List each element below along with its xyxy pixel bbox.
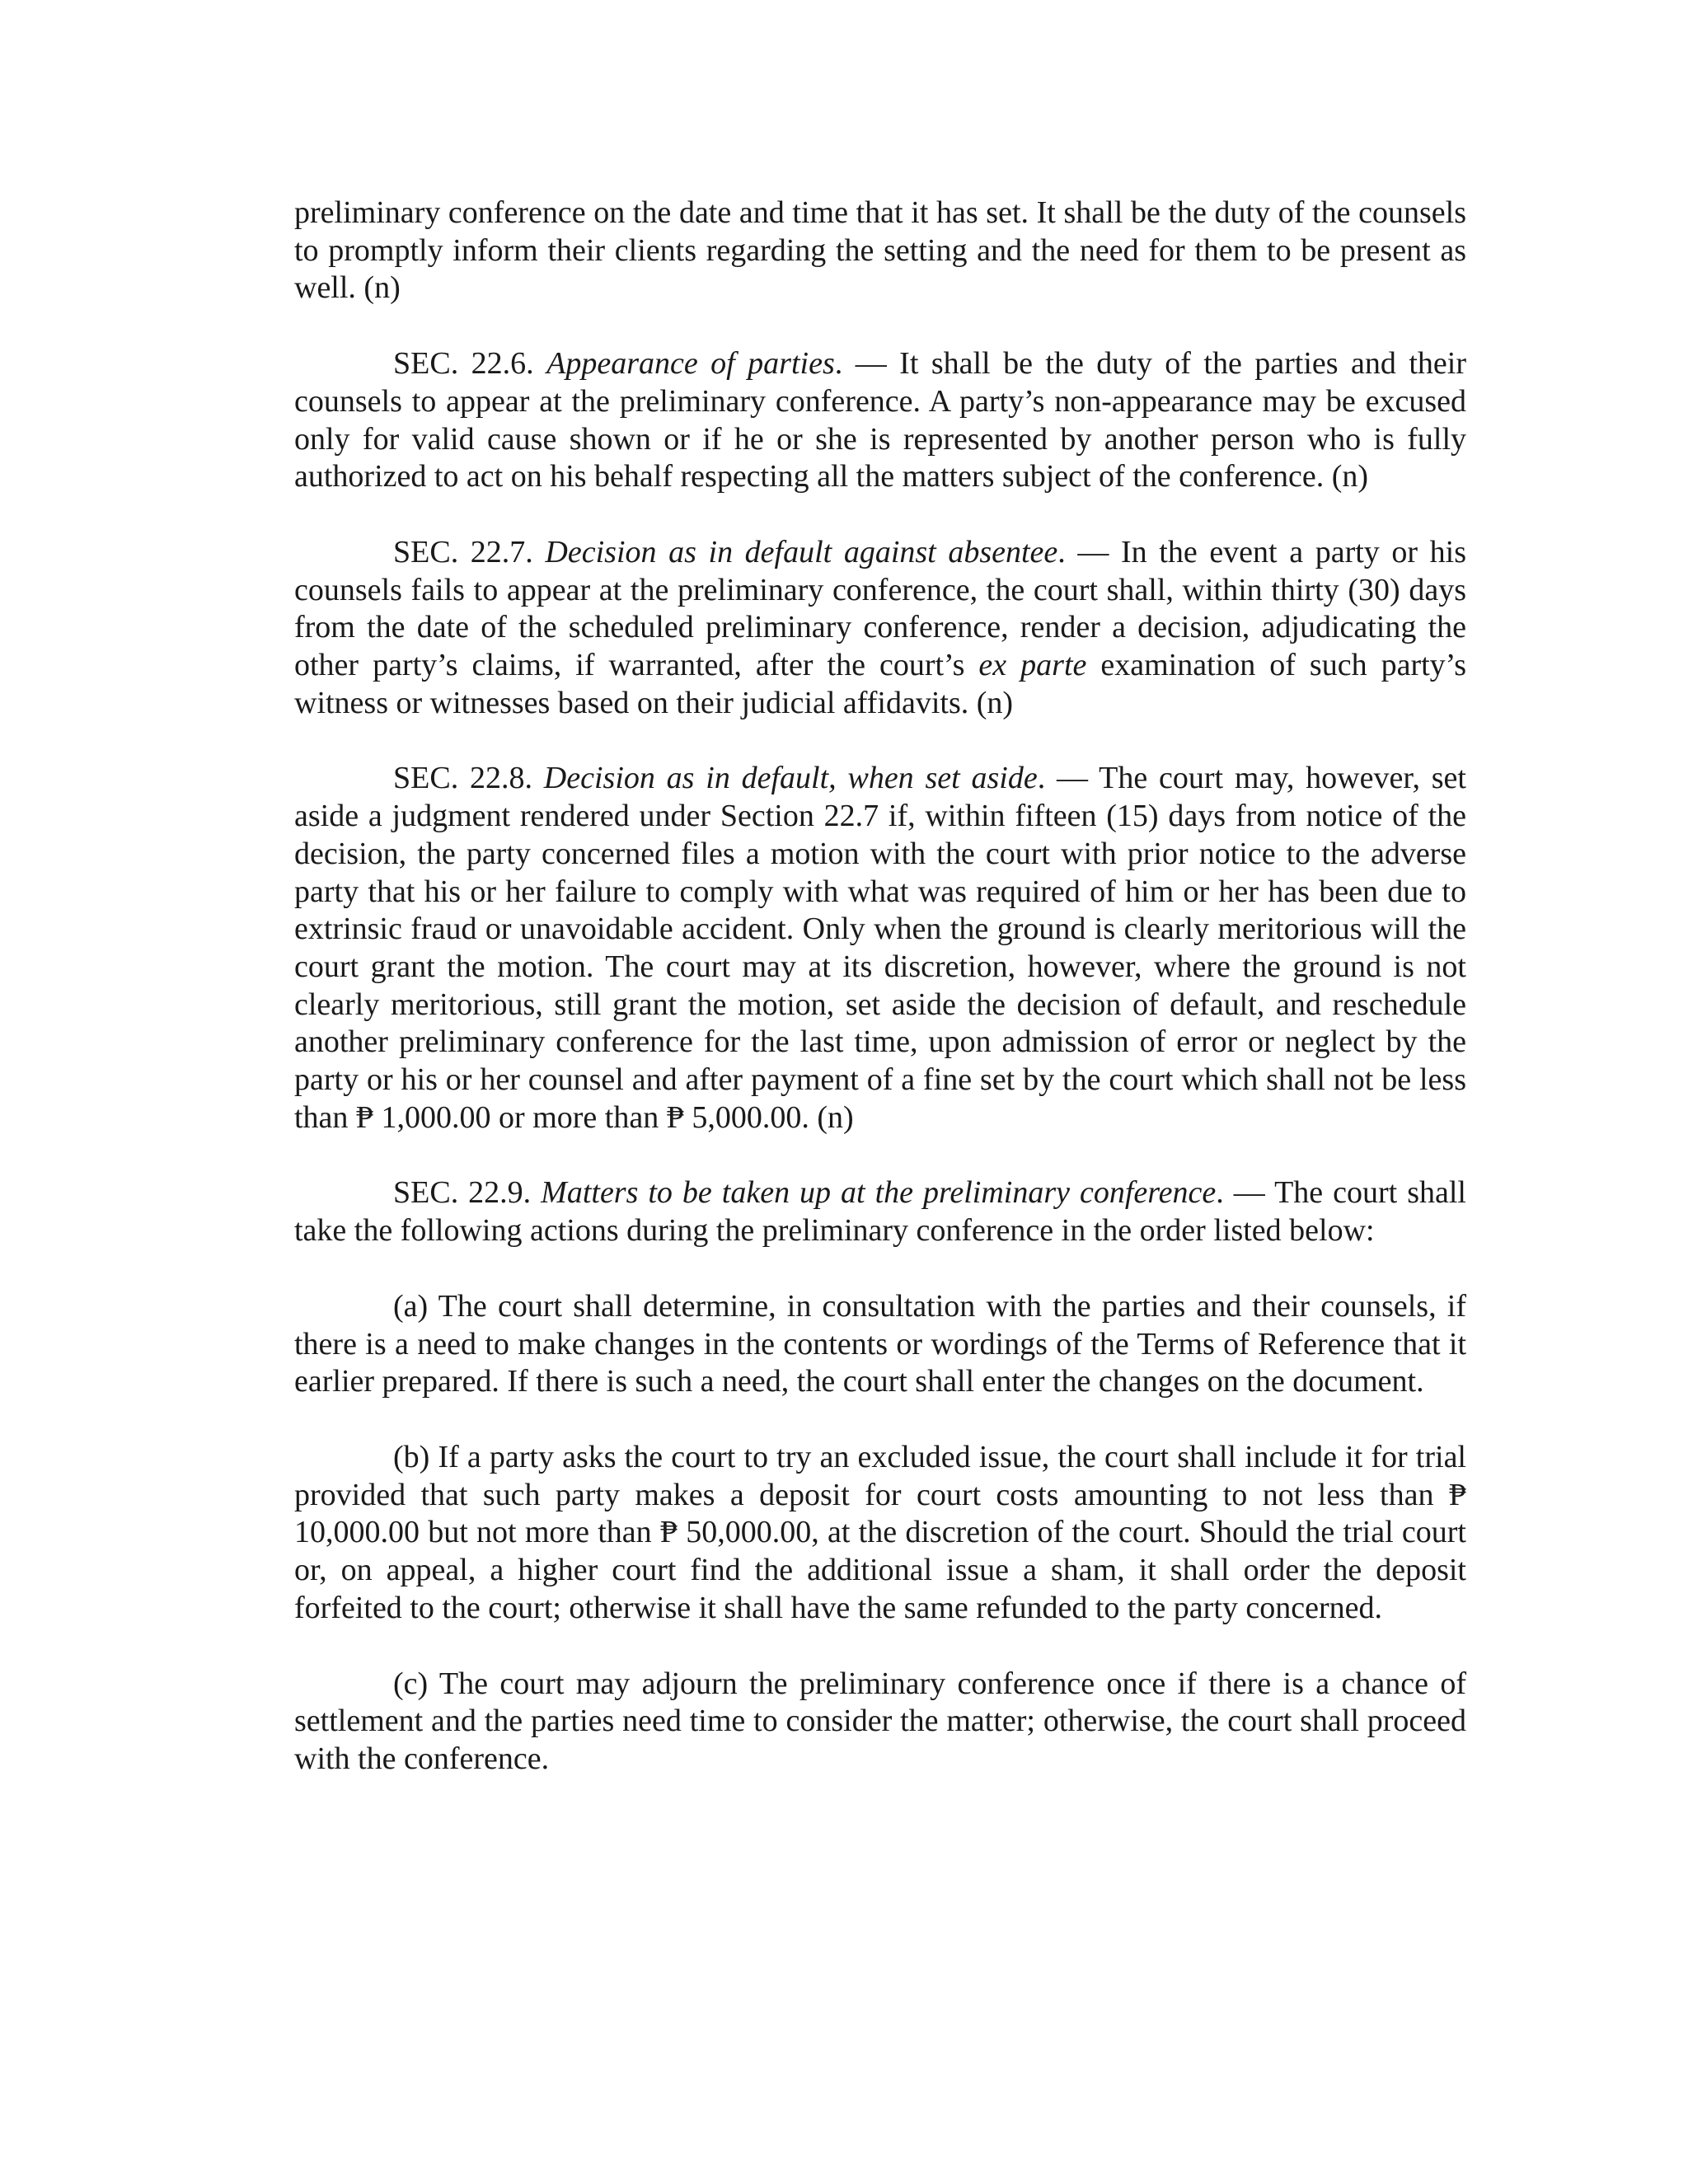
text-run: (a) The court shall determine, in consultation with the parties and their counsels, if there is a need to make changes in the contents or wordings of the Terms of Reference that it earlier prepared. If there is such a need, the court shall enter the changes on the document. (294, 1288, 1466, 1399)
paragraph (294, 194, 1466, 307)
text-run: (c) The court may adjourn the preliminary conference once if there is a chance of settlement and the parties need time to consider the matter; otherwise, the court shall proceed with the conference. (294, 1666, 1466, 1776)
italic-text: Matters to be taken up at the preliminary conference (541, 1175, 1217, 1211)
text-run: SEC. 22.6. (393, 346, 547, 382)
paragraph (294, 1666, 1466, 1779)
paragraph (294, 1174, 1466, 1249)
italic-text: Decision as in default against absentee (545, 534, 1058, 569)
text-run: . — The court may, however, set aside a judgment rendered under Section 22.7 if, within fifteen (15) days from notice of the decision, the party concerned files a motion with the court with prior notice to the adverse party that his or her failure to comply with what was required of him or her has been due to extrinsic fraud or unavoidable accident. Only when the ground is clearly meritorious will the court grant the motion. The court may at its discretion, however, where the ground is not clearly meritorious, still grant the motion, set aside the decision of default, and reschedule another preliminary conference for the last time, upon admission of error or neglect by the party or his or her counsel and after payment of a fine set by the court which shall not be less than ₱ 1,000.00 or more than ₱ 5,000.00. (n) (294, 761, 1466, 1135)
text-run: SEC. 22.7. (393, 534, 546, 569)
paragraph (294, 345, 1466, 496)
text-run: SEC. 22.8. (393, 761, 544, 796)
text-run: preliminary conference on the date and time that it has set. It shall be the duty of the counsels to promptly inform their clients regarding the setting and the need for them to be present as well. (n) (294, 195, 1466, 306)
text-run: . — In the event a party or his counsels fails to appear at the preliminary conference, the court shall, within thirty (30) days from the date of the scheduled preliminary conference, render a decision, adjudicating the other party’s claims, if warranted, after the court’s (294, 534, 1467, 683)
document-page (294, 194, 1466, 1816)
italic-text: Appearance of parties (546, 346, 835, 382)
paragraph (294, 1439, 1466, 1628)
paragraph (294, 1288, 1466, 1401)
text-run: . — The court shall take the following actions during the preliminary conference in the order listed below: (294, 1175, 1466, 1249)
italic-text: ex parte (978, 648, 1087, 683)
italic-text: Decision as in default, when set aside (543, 761, 1038, 796)
paragraph (294, 760, 1466, 1137)
text-run: examination of such party’s witness or witnesses based on their judicial affidavits. (n) (294, 648, 1467, 720)
text-run: (b) If a party asks the court to try an excluded issue, the court shall include it for trial provided that such party makes a deposit for court costs amounting to not less than ₱ 10,000.00 but not more than ₱ 50,000.00, at the discretion of the court. Should the trial court or, on appeal, a higher court find the additional issue a sham, it shall order the deposit forfeited to the court; otherwise it shall have the same refunded to the party concerned. (294, 1439, 1466, 1625)
text-run: SEC. 22.9. (393, 1175, 542, 1211)
text-run: . — It shall be the duty of the parties and their counsels to appear at the preliminary conference. A party’s non-appearance may be excused only for valid cause shown or if he or she is represented by another person who is fully authorized to act on his behalf respecting all the matters subject of the conference. (n) (294, 346, 1466, 494)
paragraph (294, 534, 1466, 723)
